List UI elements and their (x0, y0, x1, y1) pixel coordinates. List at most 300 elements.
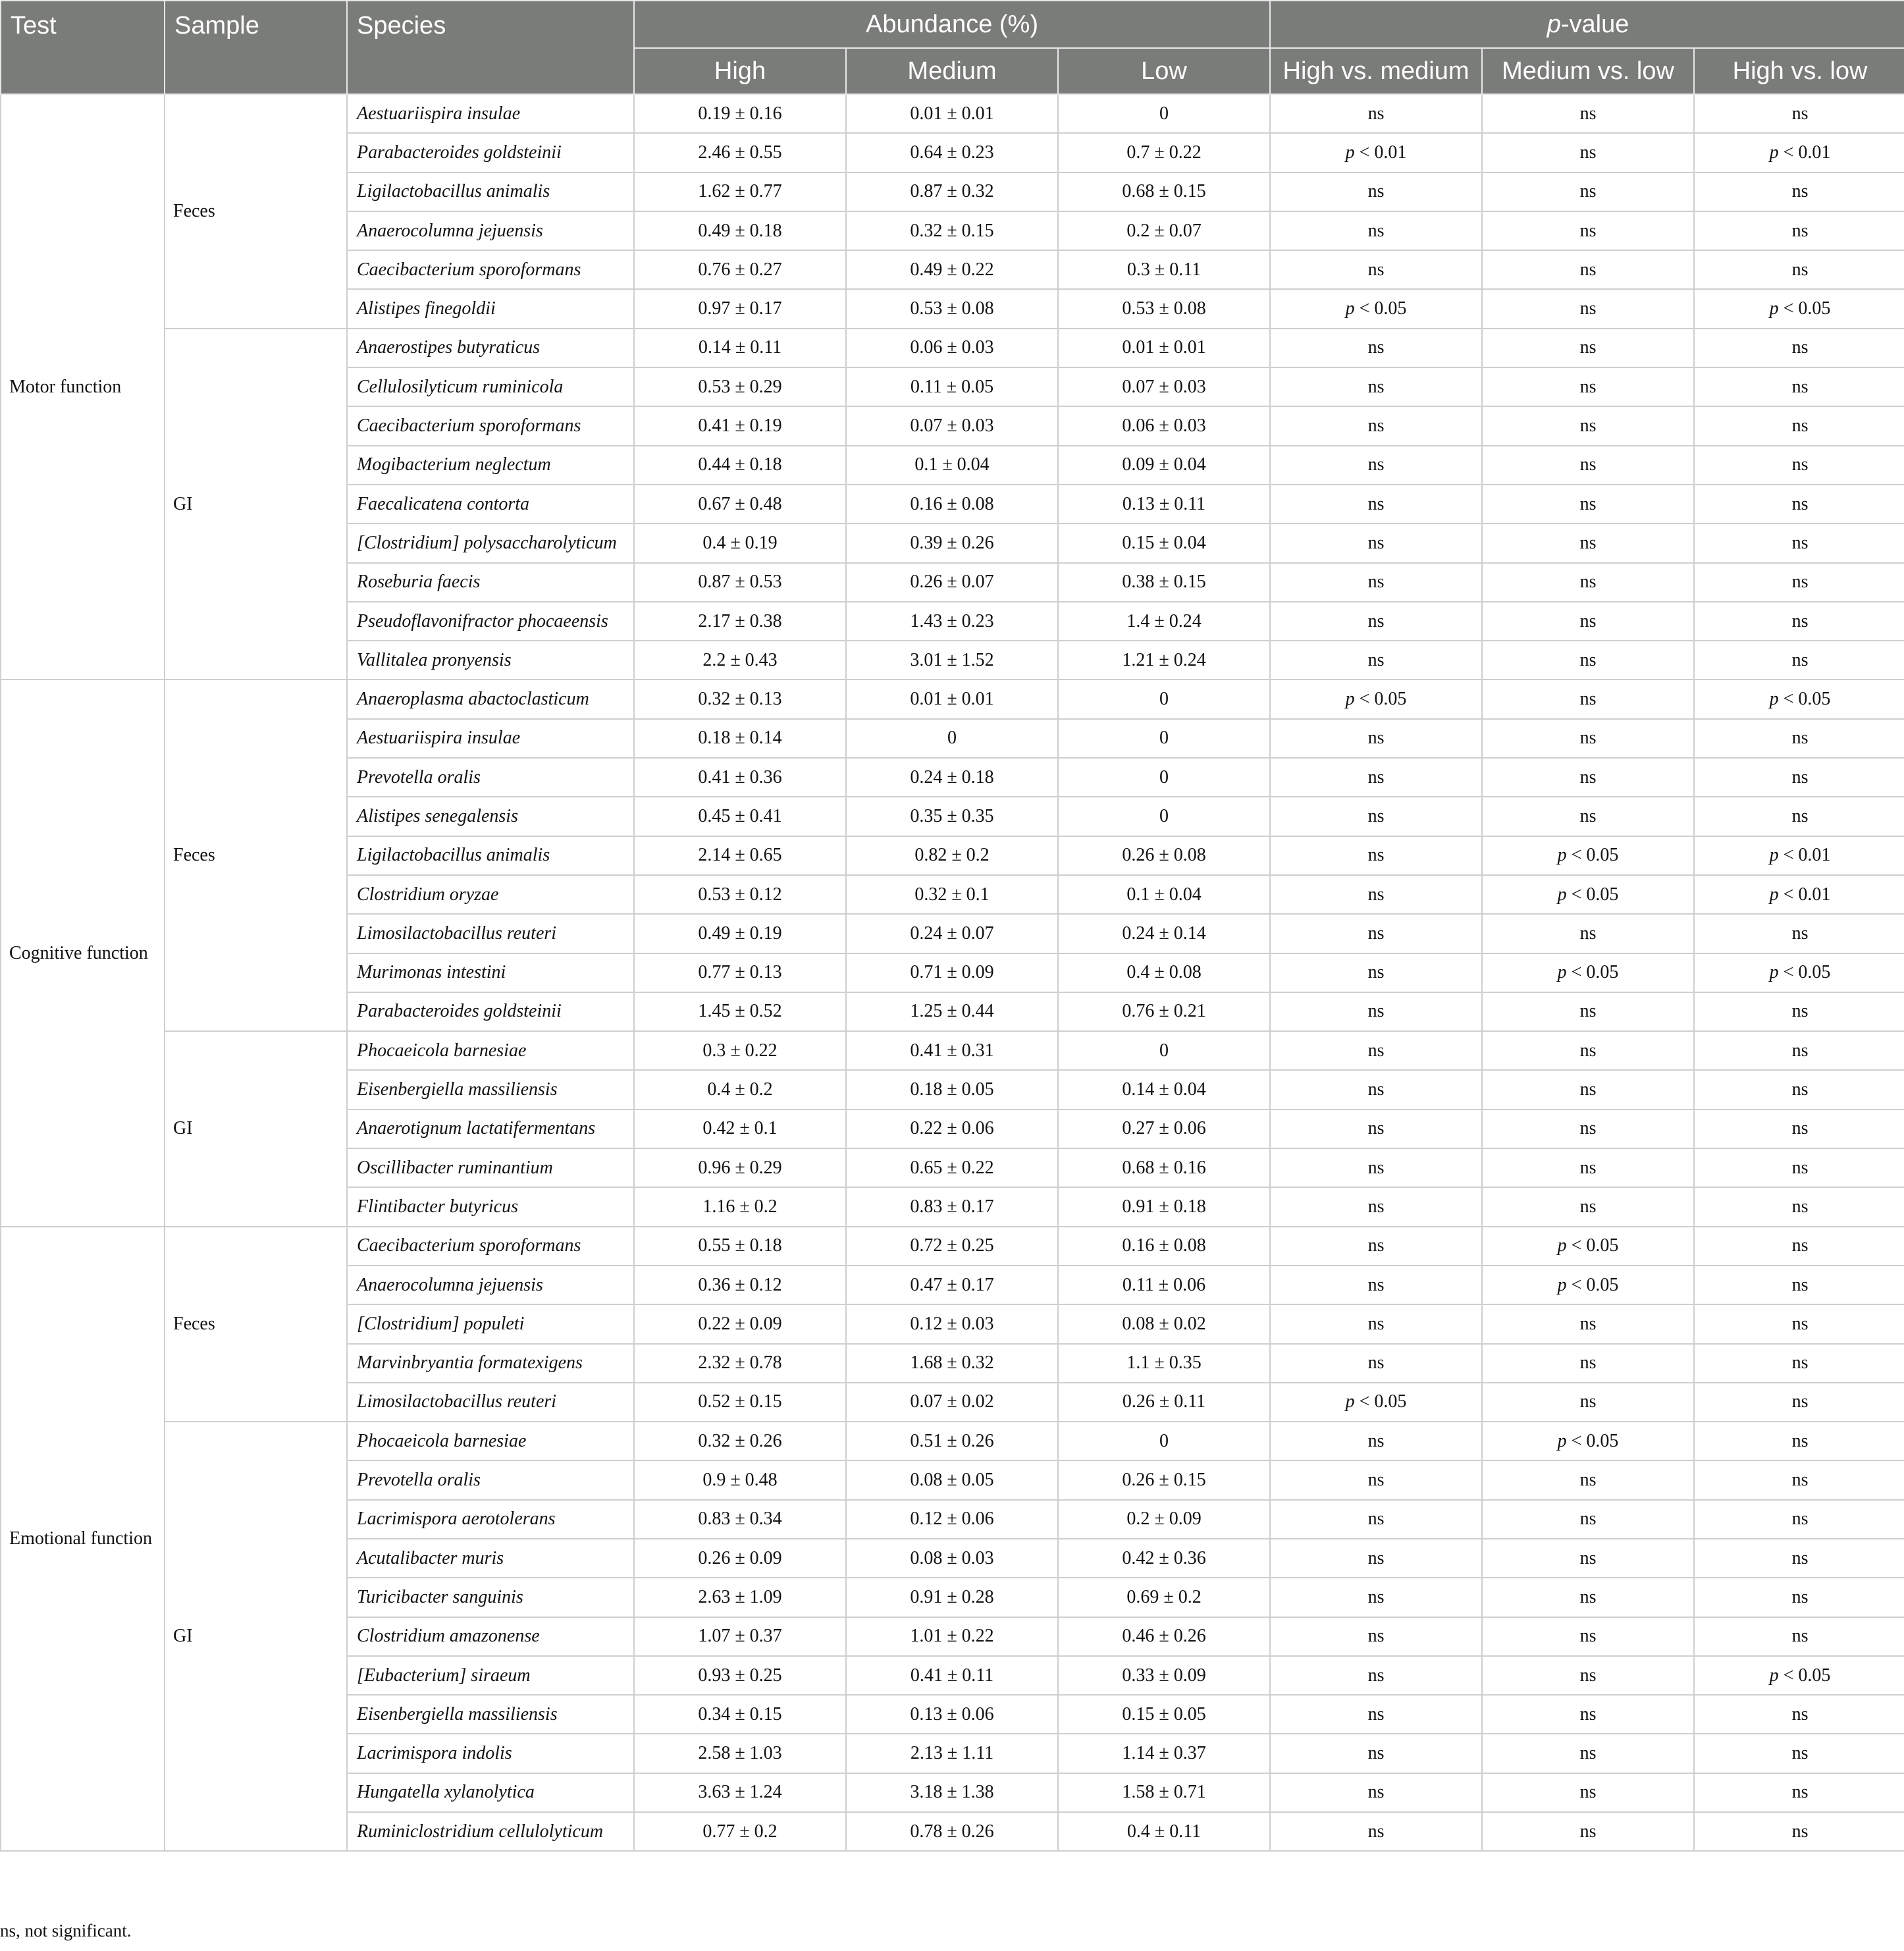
abundance-cell: 2.32 ± 0.78 (634, 1344, 846, 1383)
abundance-cell: 2.14 ± 0.65 (634, 836, 846, 875)
pvalue-cell: ns (1482, 1539, 1694, 1578)
test-cell: Emotional function (1, 1227, 165, 1852)
abundance-cell: 0.1 ± 0.04 (846, 446, 1058, 485)
abundance-cell: 0.35 ± 0.35 (846, 797, 1058, 836)
abundance-cell: 0.2 ± 0.09 (1058, 1500, 1270, 1539)
p-symbol: p (1557, 962, 1567, 983)
species-cell: Acutalibacter muris (347, 1539, 634, 1578)
pvalue-cell: ns (1694, 367, 1904, 406)
abundance-cell: 0.13 ± 0.11 (1058, 485, 1270, 523)
pvalue-cell: ns (1270, 367, 1482, 406)
p-symbol: p (1769, 884, 1779, 905)
abundance-cell: 1.14 ± 0.37 (1058, 1734, 1270, 1773)
species-cell: Ligilactobacillus animalis (347, 836, 634, 875)
pvalue-cell: ns (1482, 914, 1694, 953)
pvalue-cell: ns (1482, 758, 1694, 797)
abundance-cell: 0.83 ± 0.34 (634, 1500, 846, 1539)
pvalue-cell: ns (1482, 1187, 1694, 1226)
pvalue-cell: ns (1482, 1773, 1694, 1812)
abundance-cell: 0.52 ± 0.15 (634, 1383, 846, 1422)
pvalue-cell: ns (1270, 836, 1482, 875)
abundance-cell: 0.77 ± 0.2 (634, 1812, 846, 1851)
sample-cell: Feces (165, 94, 347, 329)
pvalue-cell: ns (1270, 94, 1482, 133)
pvalue-cell: ns (1270, 523, 1482, 562)
species-cell: Limosilactobacillus reuteri (347, 914, 634, 953)
species-cell: Caecibacterium sporoformans (347, 1227, 634, 1266)
pvalue-cell: ns (1694, 1422, 1904, 1460)
abundance-cell: 0.26 ± 0.15 (1058, 1460, 1270, 1499)
abundance-cell: 0.44 ± 0.18 (634, 446, 846, 485)
pvalue-cell: ns (1482, 211, 1694, 250)
pvalue-cell: ns (1694, 1070, 1904, 1109)
abundance-cell: 0.34 ± 0.15 (634, 1695, 846, 1734)
abundance-cell: 0.24 ± 0.14 (1058, 914, 1270, 953)
pvalue-cell: ns (1482, 446, 1694, 485)
abundance-cell: 1.1 ± 0.35 (1058, 1344, 1270, 1383)
species-cell: Roseburia faecis (347, 563, 634, 602)
abundance-cell: 0.91 ± 0.28 (846, 1578, 1058, 1617)
p-symbol: p (1345, 1391, 1355, 1412)
species-cell: Flintibacter butyricus (347, 1187, 634, 1226)
pvalue-cell: ns (1694, 1812, 1904, 1851)
pvalue-cell: ns (1270, 1812, 1482, 1851)
species-cell: Faecalicatena contorta (347, 485, 634, 523)
abundance-cell: 0.4 ± 0.2 (634, 1070, 846, 1109)
species-cell: Ligilactobacillus animalis (347, 173, 634, 211)
sample-cell: GI (165, 329, 347, 680)
pvalue-cell: ns (1270, 914, 1482, 953)
species-cell: Eisenbergiella massiliensis (347, 1070, 634, 1109)
pvalue-cell: ns (1694, 1148, 1904, 1187)
table-row (1, 680, 1904, 718)
abundance-cell: 0.26 ± 0.08 (1058, 836, 1270, 875)
abundance-cell: 0.1 ± 0.04 (1058, 875, 1270, 914)
abundance-cell: 0 (1058, 680, 1270, 718)
abundance-cell: 0.64 ± 0.23 (846, 133, 1058, 172)
pvalue-cell: ns (1482, 133, 1694, 172)
p-symbol: p (1769, 298, 1779, 319)
pvalue-cell: ns (1482, 719, 1694, 758)
abundance-cell: 0.53 ± 0.08 (1058, 289, 1270, 328)
pvalue-cell: ns (1270, 1304, 1482, 1343)
pvalue-cell: ns (1694, 211, 1904, 250)
species-cell: Ruminiclostridium cellulolyticum (347, 1812, 634, 1851)
pvalue-cell: ns (1270, 173, 1482, 211)
abundance-cell: 0.06 ± 0.03 (846, 329, 1058, 367)
species-cell: Cellulosilyticum ruminicola (347, 367, 634, 406)
pvalue-cell: ns (1270, 1070, 1482, 1109)
species-cell: [Clostridium] populeti (347, 1304, 634, 1343)
abundance-cell: 0.4 ± 0.19 (634, 523, 846, 562)
species-cell: Pseudoflavonifractor phocaeensis (347, 602, 634, 641)
sample-cell: GI (165, 1031, 347, 1226)
pvalue-cell: ns (1270, 641, 1482, 680)
pvalue-cell: p < 0.01 (1694, 836, 1904, 875)
abundance-cell: 0.08 ± 0.05 (846, 1460, 1058, 1499)
p-symbol: p (1769, 962, 1779, 983)
header-pvalue-rest: -value (1560, 10, 1629, 38)
abundance-cell: 0 (1058, 719, 1270, 758)
header-low: Low (1058, 48, 1270, 94)
pvalue-cell: ns (1694, 94, 1904, 133)
abundance-cell: 1.68 ± 0.32 (846, 1344, 1058, 1383)
pvalue-cell: ns (1270, 1656, 1482, 1695)
pvalue-cell: ns (1482, 1695, 1694, 1734)
abundance-cell: 0.67 ± 0.48 (634, 485, 846, 523)
sample-cell: GI (165, 1422, 347, 1851)
species-cell: Murimonas intestini (347, 953, 634, 992)
abundance-cell: 0.49 ± 0.19 (634, 914, 846, 953)
pvalue-cell: ns (1270, 211, 1482, 250)
abundance-cell: 0.49 ± 0.18 (634, 211, 846, 250)
abundance-cell: 0.2 ± 0.07 (1058, 211, 1270, 250)
abundance-cell: 0.33 ± 0.09 (1058, 1656, 1270, 1695)
abundance-cell: 0 (1058, 94, 1270, 133)
abundance-cell: 0 (846, 719, 1058, 758)
pvalue-cell: ns (1482, 797, 1694, 836)
species-cell: Aestuariispira insulae (347, 94, 634, 133)
abundance-cell: 0.68 ± 0.15 (1058, 173, 1270, 211)
species-cell: Phocaeicola barnesiae (347, 1031, 634, 1070)
pvalue-cell: ns (1482, 1656, 1694, 1695)
table-row (1, 94, 1904, 133)
abundance-cell: 0.27 ± 0.06 (1058, 1109, 1270, 1148)
pvalue-cell: ns (1694, 797, 1904, 836)
species-cell: [Eubacterium] siraeum (347, 1656, 634, 1695)
pvalue-cell: ns (1270, 485, 1482, 523)
pvalue-cell: ns (1482, 1383, 1694, 1422)
abundance-cell: 0.77 ± 0.13 (634, 953, 846, 992)
pvalue-cell: ns (1694, 329, 1904, 367)
pvalue-cell: ns (1482, 680, 1694, 718)
abundance-cell: 0.42 ± 0.36 (1058, 1539, 1270, 1578)
abundance-cell: 0 (1058, 758, 1270, 797)
species-cell: Anaerotignum lactatifermentans (347, 1109, 634, 1148)
pvalue-cell: ns (1694, 1383, 1904, 1422)
pvalue-cell: ns (1482, 1070, 1694, 1109)
abundance-cell: 0.39 ± 0.26 (846, 523, 1058, 562)
species-cell: [Clostridium] polysaccharolyticum (347, 523, 634, 562)
abundance-cell: 0.01 ± 0.01 (1058, 329, 1270, 367)
abundance-cell: 1.21 ± 0.24 (1058, 641, 1270, 680)
pvalue-cell: p < 0.05 (1482, 1422, 1694, 1460)
pvalue-cell: ns (1482, 1500, 1694, 1539)
abundance-cell: 1.4 ± 0.24 (1058, 602, 1270, 641)
species-cell: Vallitalea pronyensis (347, 641, 634, 680)
header-high: High (634, 48, 846, 94)
pvalue-cell: p < 0.05 (1694, 680, 1904, 718)
abundance-cell: 0.32 ± 0.15 (846, 211, 1058, 250)
species-cell: Mogibacterium neglectum (347, 446, 634, 485)
p-symbol: p (1769, 142, 1779, 163)
p-symbol: p (1769, 845, 1779, 866)
p-symbol: p (1557, 884, 1567, 905)
species-cell: Caecibacterium sporoformans (347, 250, 634, 289)
abundance-cell: 0.09 ± 0.04 (1058, 446, 1270, 485)
pvalue-cell: ns (1482, 1578, 1694, 1617)
abundance-cell: 0.14 ± 0.04 (1058, 1070, 1270, 1109)
pvalue-cell: ns (1270, 602, 1482, 641)
pvalue-cell: ns (1694, 1500, 1904, 1539)
table-body (1, 94, 1904, 1851)
pvalue-cell: ns (1270, 1734, 1482, 1773)
pvalue-cell: ns (1482, 563, 1694, 602)
p-symbol: p (1557, 1235, 1567, 1256)
pvalue-cell: p < 0.05 (1694, 1656, 1904, 1695)
abundance-cell: 0.46 ± 0.26 (1058, 1617, 1270, 1656)
abundance-cell: 0 (1058, 1422, 1270, 1460)
abundance-cell: 0.16 ± 0.08 (846, 485, 1058, 523)
pvalue-cell: ns (1482, 406, 1694, 445)
abundance-cell: 0.83 ± 0.17 (846, 1187, 1058, 1226)
abundance-cell: 0.41 ± 0.36 (634, 758, 846, 797)
abundance-cell: 0.76 ± 0.27 (634, 250, 846, 289)
species-cell: Oscillibacter ruminantium (347, 1148, 634, 1187)
abundance-cell: 0.55 ± 0.18 (634, 1227, 846, 1266)
abundance-cell: 0.19 ± 0.16 (634, 94, 846, 133)
abundance-cell: 2.63 ± 1.09 (634, 1578, 846, 1617)
header-medium: Medium (846, 48, 1058, 94)
abundance-cell: 0.32 ± 0.13 (634, 680, 846, 718)
pvalue-cell: ns (1482, 485, 1694, 523)
abundance-cell: 0.06 ± 0.03 (1058, 406, 1270, 445)
abundance-cell: 0.07 ± 0.03 (1058, 367, 1270, 406)
pvalue-cell: ns (1482, 523, 1694, 562)
pvalue-cell: ns (1694, 563, 1904, 602)
abundance-cell: 0.91 ± 0.18 (1058, 1187, 1270, 1226)
header-pvalue-p: p (1547, 10, 1561, 38)
pvalue-cell: p < 0.05 (1270, 680, 1482, 718)
abundance-cell: 0.4 ± 0.08 (1058, 953, 1270, 992)
abundance-cell: 0.32 ± 0.26 (634, 1422, 846, 1460)
p-symbol: p (1557, 1430, 1567, 1451)
abundance-cell: 1.07 ± 0.37 (634, 1617, 846, 1656)
pvalue-cell: p < 0.05 (1270, 289, 1482, 328)
header-high-vs-medium: High vs. medium (1270, 48, 1482, 94)
pvalue-cell: ns (1694, 1344, 1904, 1383)
abundance-cell: 1.62 ± 0.77 (634, 173, 846, 211)
p-symbol: p (1345, 298, 1355, 319)
pvalue-cell: ns (1270, 1148, 1482, 1187)
table-row (1, 1227, 1904, 1266)
pvalue-cell: ns (1482, 602, 1694, 641)
species-cell: Turicibacter sanguinis (347, 1578, 634, 1617)
pvalue-cell: ns (1270, 1695, 1482, 1734)
abundance-cell: 1.01 ± 0.22 (846, 1617, 1058, 1656)
species-cell: Alistipes finegoldii (347, 289, 634, 328)
pvalue-cell: ns (1270, 1617, 1482, 1656)
pvalue-cell: ns (1270, 406, 1482, 445)
abundance-cell: 0.51 ± 0.26 (846, 1422, 1058, 1460)
pvalue-cell: ns (1482, 367, 1694, 406)
abundance-cell: 0.13 ± 0.06 (846, 1695, 1058, 1734)
abundance-cell: 0.53 ± 0.29 (634, 367, 846, 406)
pvalue-cell: ns (1482, 1109, 1694, 1148)
abundance-cell: 2.46 ± 0.55 (634, 133, 846, 172)
abundance-cell: 0.49 ± 0.22 (846, 250, 1058, 289)
header-high-vs-low: High vs. low (1694, 48, 1904, 94)
abundance-cell: 0.71 ± 0.09 (846, 953, 1058, 992)
pvalue-cell: ns (1694, 406, 1904, 445)
pvalue-cell: ns (1482, 250, 1694, 289)
pvalue-cell: ns (1482, 94, 1694, 133)
abundance-cell: 0.26 ± 0.11 (1058, 1383, 1270, 1422)
pvalue-cell: p < 0.05 (1482, 953, 1694, 992)
pvalue-cell: ns (1270, 1422, 1482, 1460)
abundance-cell: 0.93 ± 0.25 (634, 1656, 846, 1695)
species-cell: Prevotella oralis (347, 1460, 634, 1499)
abundance-cell: 0.47 ± 0.17 (846, 1266, 1058, 1304)
abundance-cell: 0.9 ± 0.48 (634, 1460, 846, 1499)
abundance-cell: 0.96 ± 0.29 (634, 1148, 846, 1187)
pvalue-cell: ns (1482, 1031, 1694, 1070)
pvalue-cell: ns (1270, 992, 1482, 1031)
pvalue-cell: ns (1482, 641, 1694, 680)
pvalue-cell: p < 0.05 (1482, 1227, 1694, 1266)
abundance-cell: 0.68 ± 0.16 (1058, 1148, 1270, 1187)
abundance-cell: 0.01 ± 0.01 (846, 94, 1058, 133)
pvalue-cell: p < 0.05 (1694, 289, 1904, 328)
table-row (1, 329, 1904, 367)
pvalue-cell: ns (1694, 641, 1904, 680)
table-header (1, 1, 1904, 94)
abundance-cell: 0.18 ± 0.14 (634, 719, 846, 758)
pvalue-cell: ns (1694, 1617, 1904, 1656)
p-symbol: p (1345, 142, 1355, 163)
p-symbol: p (1345, 689, 1355, 710)
pvalue-cell: ns (1270, 1187, 1482, 1226)
abundance-cell: 0.12 ± 0.06 (846, 1500, 1058, 1539)
abundance-cell: 0.11 ± 0.06 (1058, 1266, 1270, 1304)
pvalue-cell: ns (1482, 1344, 1694, 1383)
pvalue-cell: ns (1482, 1460, 1694, 1499)
abundance-cell: 1.58 ± 0.71 (1058, 1773, 1270, 1812)
abundance-cell: 0.16 ± 0.08 (1058, 1227, 1270, 1266)
pvalue-cell: ns (1482, 1812, 1694, 1851)
abundance-cell: 1.25 ± 0.44 (846, 992, 1058, 1031)
abundance-cell: 0.18 ± 0.05 (846, 1070, 1058, 1109)
abundance-cell: 1.43 ± 0.23 (846, 602, 1058, 641)
species-cell: Eisenbergiella massiliensis (347, 1695, 634, 1734)
header-test: Test (1, 1, 165, 94)
abundance-cell: 3.63 ± 1.24 (634, 1773, 846, 1812)
abundance-cell: 0.53 ± 0.12 (634, 875, 846, 914)
pvalue-cell: ns (1482, 1617, 1694, 1656)
abundance-cell: 0.3 ± 0.22 (634, 1031, 846, 1070)
abundance-cell: 0.15 ± 0.04 (1058, 523, 1270, 562)
abundance-cell: 0.69 ± 0.2 (1058, 1578, 1270, 1617)
pvalue-cell: ns (1270, 953, 1482, 992)
pvalue-cell: ns (1694, 1031, 1904, 1070)
pvalue-cell: ns (1482, 289, 1694, 328)
pvalue-cell: ns (1270, 1773, 1482, 1812)
species-cell: Parabacteroides goldsteinii (347, 133, 634, 172)
species-cell: Hungatella xylanolytica (347, 1773, 634, 1812)
pvalue-cell: ns (1694, 1227, 1904, 1266)
pvalue-cell: ns (1270, 446, 1482, 485)
abundance-cell: 0.7 ± 0.22 (1058, 133, 1270, 172)
abundance-cell: 0.22 ± 0.06 (846, 1109, 1058, 1148)
abundance-cell: 0.32 ± 0.1 (846, 875, 1058, 914)
species-cell: Parabacteroides goldsteinii (347, 992, 634, 1031)
abundance-cell: 2.58 ± 1.03 (634, 1734, 846, 1773)
species-cell: Anaerocolumna jejuensis (347, 211, 634, 250)
p-symbol: p (1557, 1274, 1567, 1295)
pvalue-cell: ns (1270, 1227, 1482, 1266)
abundance-cell: 0.14 ± 0.11 (634, 329, 846, 367)
abundance-cell: 0.26 ± 0.07 (846, 563, 1058, 602)
pvalue-cell: ns (1694, 485, 1904, 523)
abundance-cell: 0 (1058, 797, 1270, 836)
species-cell: Caecibacterium sporoformans (347, 406, 634, 445)
pvalue-cell: ns (1694, 1109, 1904, 1148)
abundance-cell: 0.41 ± 0.19 (634, 406, 846, 445)
pvalue-cell: ns (1694, 250, 1904, 289)
abundance-cell: 0.38 ± 0.15 (1058, 563, 1270, 602)
pvalue-cell: ns (1694, 1460, 1904, 1499)
abundance-cell: 0.45 ± 0.41 (634, 797, 846, 836)
abundance-cell: 0.78 ± 0.26 (846, 1812, 1058, 1851)
pvalue-cell: ns (1694, 1734, 1904, 1773)
abundance-cell: 1.16 ± 0.2 (634, 1187, 846, 1226)
pvalue-cell: ns (1694, 914, 1904, 953)
p-symbol: p (1557, 845, 1567, 866)
abundance-cell: 0.72 ± 0.25 (846, 1227, 1058, 1266)
header-sample: Sample (165, 1, 347, 94)
pvalue-cell: p < 0.05 (1482, 875, 1694, 914)
abundance-cell: 2.17 ± 0.38 (634, 602, 846, 641)
species-cell: Lacrimispora aerotolerans (347, 1500, 634, 1539)
pvalue-cell: ns (1694, 1578, 1904, 1617)
sample-cell: Feces (165, 1227, 347, 1422)
pvalue-cell: p < 0.01 (1694, 875, 1904, 914)
table-footnote: ns, not significant. (0, 1921, 132, 1940)
pvalue-cell: ns (1694, 1187, 1904, 1226)
pvalue-cell: p < 0.05 (1270, 1383, 1482, 1422)
abundance-cell: 3.01 ± 1.52 (846, 641, 1058, 680)
abundance-cell: 0.65 ± 0.22 (846, 1148, 1058, 1187)
p-symbol: p (1769, 1665, 1779, 1686)
pvalue-cell: ns (1270, 1266, 1482, 1304)
species-cell: Clostridium amazonense (347, 1617, 634, 1656)
abundance-cell: 2.13 ± 1.11 (846, 1734, 1058, 1773)
pvalue-cell: ns (1482, 1148, 1694, 1187)
species-cell: Anaerocolumna jejuensis (347, 1266, 634, 1304)
abundance-cell: 0.4 ± 0.11 (1058, 1812, 1270, 1851)
pvalue-cell: ns (1694, 1539, 1904, 1578)
header-abundance-group: Abundance (%) (634, 1, 1270, 48)
abundance-cell: 0.24 ± 0.07 (846, 914, 1058, 953)
species-cell: Lacrimispora indolis (347, 1734, 634, 1773)
abundance-cell: 0.11 ± 0.05 (846, 367, 1058, 406)
abundance-cell: 0.82 ± 0.2 (846, 836, 1058, 875)
species-cell: Alistipes senegalensis (347, 797, 634, 836)
species-cell: Clostridium oryzae (347, 875, 634, 914)
species-cell: Limosilactobacillus reuteri (347, 1383, 634, 1422)
abundance-cell: 0.97 ± 0.17 (634, 289, 846, 328)
pvalue-cell: ns (1694, 992, 1904, 1031)
abundance-cell: 0.26 ± 0.09 (634, 1539, 846, 1578)
pvalue-cell: ns (1482, 1734, 1694, 1773)
abundance-cell: 0.42 ± 0.1 (634, 1109, 846, 1148)
pvalue-cell: ns (1482, 1304, 1694, 1343)
header-medium-vs-low: Medium vs. low (1482, 48, 1694, 94)
test-cell: Motor function (1, 94, 165, 680)
species-cell: Prevotella oralis (347, 758, 634, 797)
pvalue-cell: ns (1270, 1460, 1482, 1499)
abundance-cell: 0.08 ± 0.03 (846, 1539, 1058, 1578)
